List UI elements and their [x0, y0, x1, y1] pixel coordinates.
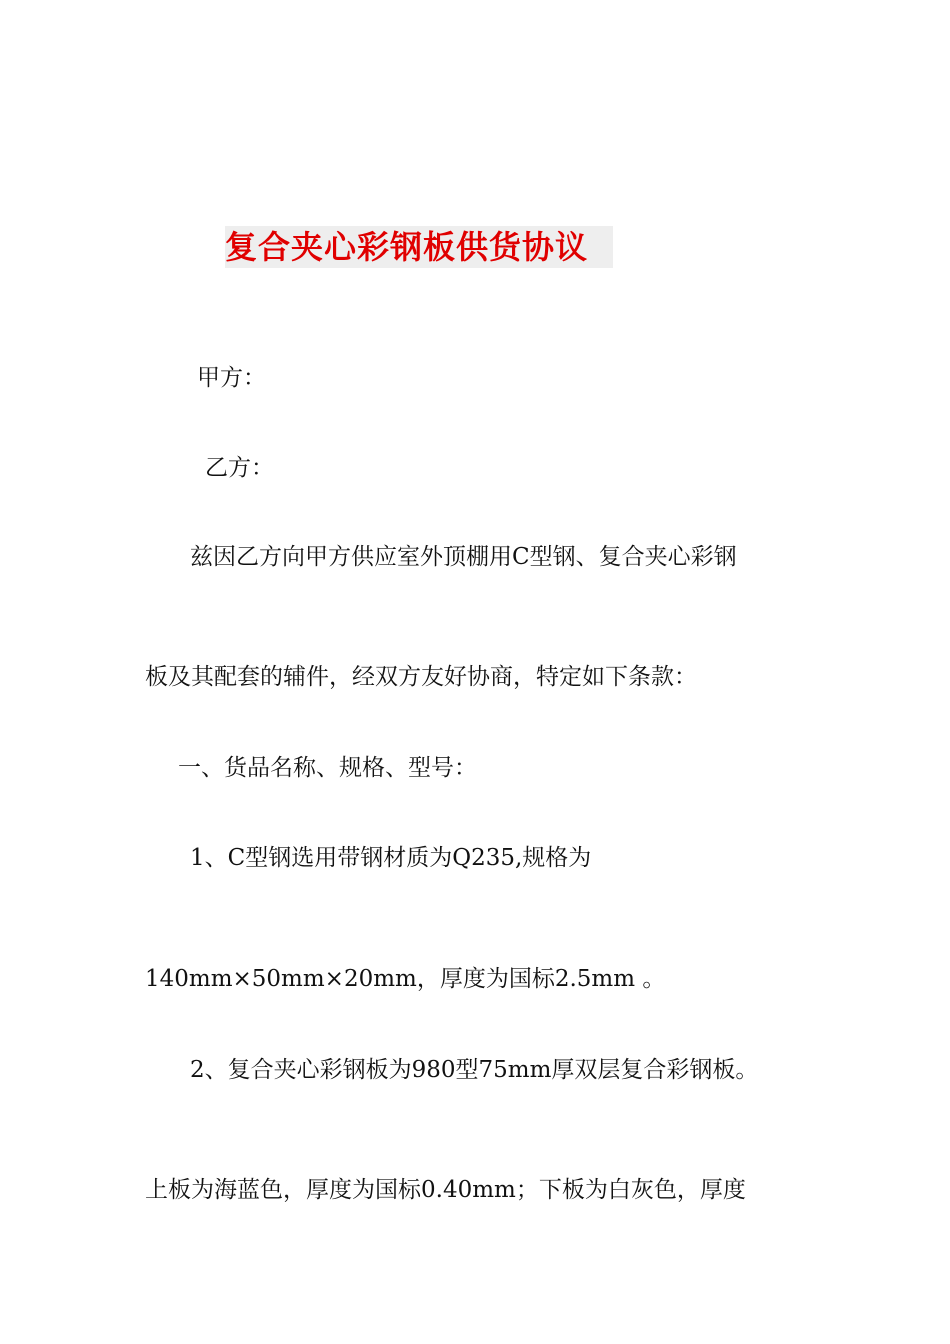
section-heading: 一、货品名称、规格、型号： [178, 755, 477, 781]
paragraph-line: 板及其配套的辅件，经双方友好协商，特定如下条款： [145, 664, 697, 690]
paragraph-line: 上板为海蓝色，厚度为国标0.40mm；下板为白灰色，厚度 [145, 1177, 746, 1203]
document-title: 复合夹心彩钢板供货协议 [225, 226, 613, 268]
party-b-label: 乙方： [205, 455, 274, 481]
party-a-label: 甲方： [197, 365, 266, 391]
paragraph-line: 2、复合夹心彩钢板为980型75mm厚双层复合彩钢板。 [190, 1057, 759, 1083]
paragraph-line: 140mm×50mm×20mm，厚度为国标2.5mm 。 [145, 966, 666, 992]
paragraph-line: 兹因乙方向甲方供应室外顶棚用C型钢、复合夹心彩钢 [190, 544, 737, 570]
paragraph-line: 1、C型钢选用带钢材质为Q235,规格为 [190, 845, 592, 871]
